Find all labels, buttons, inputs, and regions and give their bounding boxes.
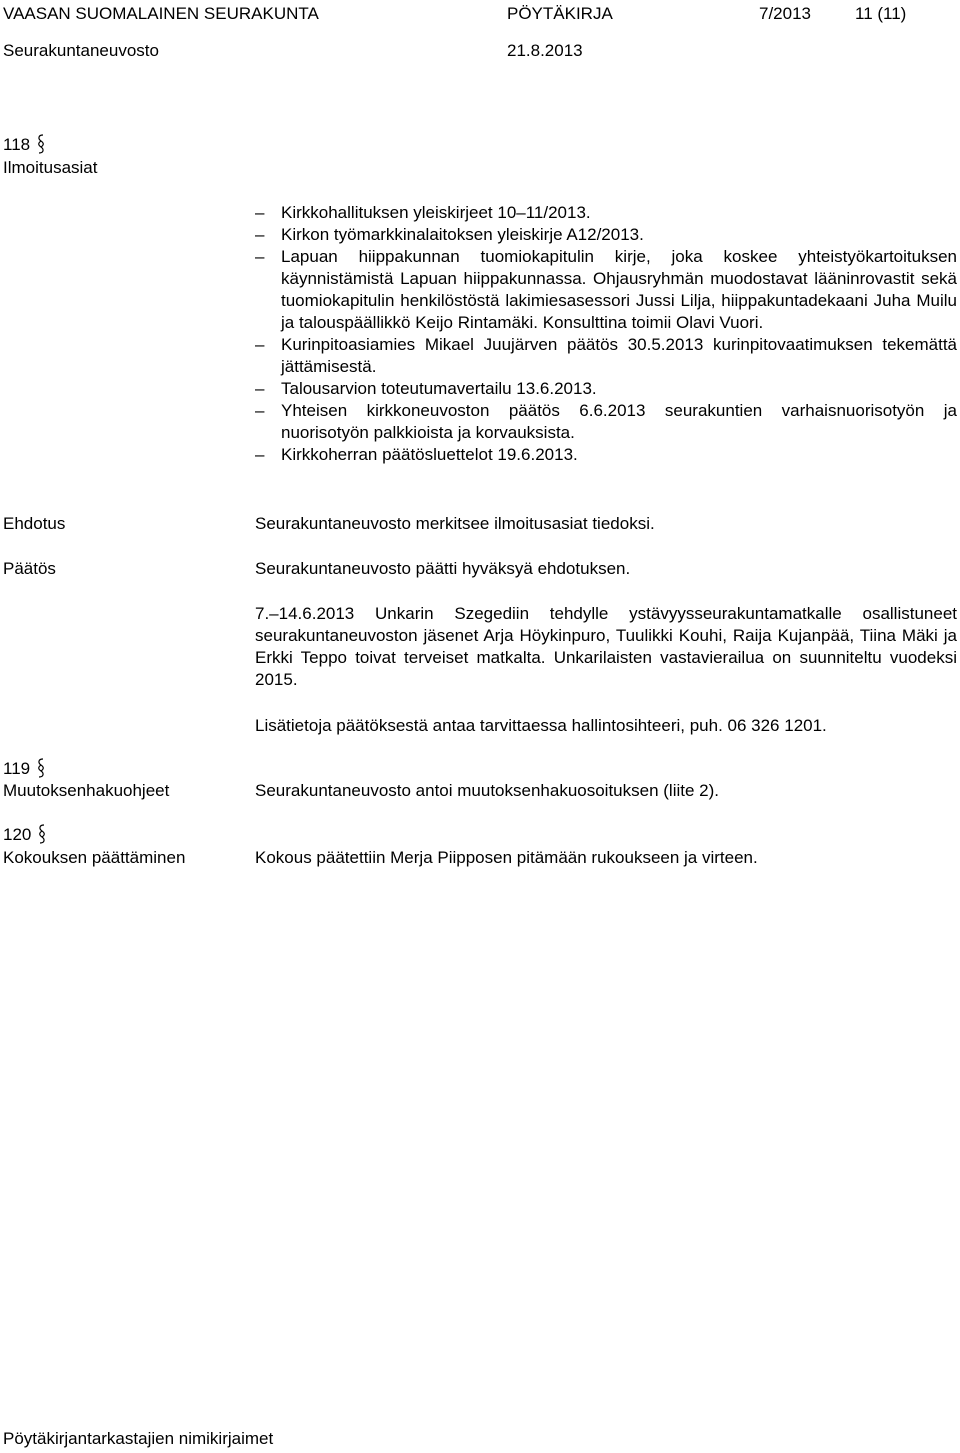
section-119-number: 119 xyxy=(3,758,46,779)
dash-bullet: – xyxy=(255,203,265,222)
section-120-title: Kokouksen päättäminen xyxy=(3,848,186,867)
paatos-text: Seurakuntaneuvosto päätti hyväksyä ehdotuksen. xyxy=(255,559,631,578)
list-item: – Kirkkohallituksen yleiskirjeet 10–11/2013. xyxy=(255,203,591,222)
dash-bullet: – xyxy=(255,335,265,354)
dash-bullet: – xyxy=(255,445,265,464)
list-item: – Kirkon työmarkkinalaitoksen yleiskirje A12/2013. xyxy=(255,225,644,244)
section-120-text: Kokous päätettiin Merja Piipposen pitämään rukoukseen ja virteen. xyxy=(255,848,758,867)
header-org: VAASAN SUOMALAINEN SEURAKUNTA xyxy=(3,4,319,23)
list-item: – Lapuan hiippakunnan tuomiokapitulin kirje, joka koskee yhteistyökartoituksen käynnistämistä Lapuan hiippakunnassa. Ohjausryhmän muodostavat lääninrovastit sekä tuomiokapitulin henkilöstöstä lakimiesasessori Jussi Lilja, hiippakuntadekaani Juha Muilu ja talouspäällikkö Keijo Rintamäki. Konsulttina toimii Olavi Vuori. xyxy=(255,247,957,332)
paatos-label: Päätös xyxy=(3,559,56,578)
list-item: – Kurinpitoasiamies Mikael Juujärven päätös 30.5.2013 kurinpitovaatimuksen tekemättä jättämisestä. xyxy=(255,335,957,376)
header-date: 21.8.2013 xyxy=(507,41,583,60)
section-sign-icon xyxy=(37,824,47,844)
footer-initials-label: Pöytäkirjantarkastajien nimikirjaimet xyxy=(3,1429,274,1448)
contact-note: Lisätietoja päätöksestä antaa tarvittaessa hallintosihteeri, puh. 06 326 1201. xyxy=(255,716,827,735)
section-sign-icon xyxy=(36,758,46,778)
list-item: – Talousarvion toteutumavertailu 13.6.2013. xyxy=(255,379,597,398)
dash-bullet: – xyxy=(255,225,265,244)
section-sign-icon xyxy=(36,134,46,154)
announcement-list xyxy=(255,202,957,466)
list-item: – Kirkkoherran päätösluettelot 19.6.2013. xyxy=(255,445,578,464)
list-item: – Yhteisen kirkkoneuvoston päätös 6.6.2013 seurakuntien varhaisnuorisotyön ja nuorisotyön palkkioista ja korvauksista. xyxy=(255,401,957,442)
section-118-number: 118 xyxy=(3,134,46,155)
section-120-number: 120 xyxy=(3,824,47,845)
ehdotus-text: Seurakuntaneuvosto merkitsee ilmoitusasiat tiedoksi. xyxy=(255,514,655,533)
dash-bullet: – xyxy=(255,379,265,398)
header-page: 11 (11) xyxy=(855,4,907,23)
section-119-title: Muutoksenhakuohjeet xyxy=(3,781,170,800)
header-body: Seurakuntaneuvosto xyxy=(3,41,159,60)
trip-note: 7.–14.6.2013 Unkarin Szegediin tehdylle ystävyysseurakuntamatkalle osallistuneet seurakuntaneuvoston jäsenet Arja Höykinpuro, Tuulikki Kouhi, Raija Kujanpää, Tiina Mäki ja Erkki Teppo toivat terveiset matkalta. Unkarilaisten vastavierailua on suunniteltu vuodeksi 2015. xyxy=(255,604,957,689)
dash-bullet: – xyxy=(255,247,265,266)
ehdotus-label: Ehdotus xyxy=(3,514,66,533)
section-118-title: Ilmoitusasiat xyxy=(3,158,98,177)
dash-bullet: – xyxy=(255,401,265,420)
section-119-text: Seurakuntaneuvosto antoi muutoksenhakuosoituksen (liite 2). xyxy=(255,781,720,800)
header-doc-number: 7/2013 xyxy=(759,4,811,23)
header-doc-type: PÖYTÄKIRJA xyxy=(507,4,613,23)
